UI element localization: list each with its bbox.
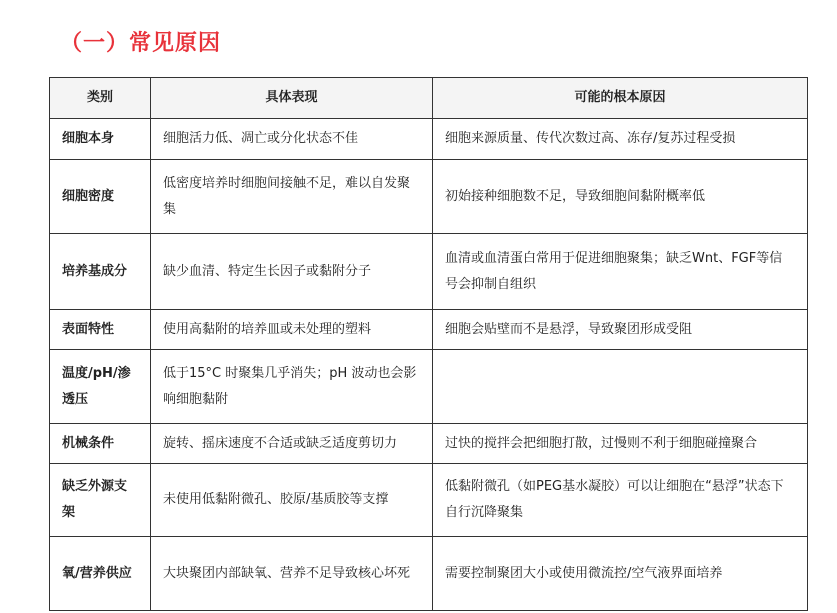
causes-table <box>49 77 808 611</box>
row-symptom: 低密度培养时细胞间接触不足，难以自发聚集 <box>151 160 433 234</box>
row-category: 缺乏外源支架 <box>50 464 151 537</box>
row-category: 氧/营养供应 <box>50 537 151 611</box>
row-category: 培养基成分 <box>50 234 151 310</box>
row-cause: 初始接种细胞数不足，导致细胞间黏附概率低 <box>433 160 808 234</box>
row-symptom: 低于15°C 时聚集几乎消失；pH 波动也会影响细胞黏附 <box>151 350 433 424</box>
row-cause: 需要控制聚团大小或使用微流控/空气液界面培养 <box>433 537 808 611</box>
row-category: 细胞本身 <box>50 119 151 160</box>
table-row <box>50 310 808 350</box>
row-symptom: 使用高黏附的培养皿或未处理的塑料 <box>151 310 433 350</box>
table-row <box>50 160 808 234</box>
section-heading: （一）常见原因 <box>60 31 222 56</box>
table-row <box>50 464 808 537</box>
row-cause <box>433 350 808 424</box>
row-cause: 细胞来源质量、传代次数过高、冻存/复苏过程受损 <box>433 119 808 160</box>
header-symptom: 具体表现 <box>151 78 433 119</box>
row-symptom: 大块聚团内部缺氧、营养不足导致核心坏死 <box>151 537 433 611</box>
row-cause: 过快的搅拌会把细胞打散，过慢则不利于细胞碰撞聚合 <box>433 424 808 464</box>
table-row <box>50 537 808 611</box>
row-category: 机械条件 <box>50 424 151 464</box>
table-row <box>50 350 808 424</box>
row-cause: 细胞会贴壁而不是悬浮，导致聚团形成受阻 <box>433 310 808 350</box>
header-cause: 可能的根本原因 <box>433 78 808 119</box>
row-symptom: 旋转、摇床速度不合适或缺乏适度剪切力 <box>151 424 433 464</box>
row-symptom: 未使用低黏附微孔、胶原/基质胶等支撑 <box>151 464 433 537</box>
table-header-row <box>50 78 808 119</box>
header-category: 类别 <box>50 78 151 119</box>
row-category: 表面特性 <box>50 310 151 350</box>
table-row <box>50 119 808 160</box>
table-row <box>50 424 808 464</box>
row-category: 温度/pH/渗透压 <box>50 350 151 424</box>
row-symptom: 缺少血清、特定生长因子或黏附分子 <box>151 234 433 310</box>
row-category: 细胞密度 <box>50 160 151 234</box>
table-row <box>50 234 808 310</box>
row-cause: 低黏附微孔（如PEG基水凝胶）可以让细胞在“悬浮”状态下自行沉降聚集 <box>433 464 808 537</box>
row-cause: 血清或血清蛋白常用于促进细胞聚集；缺乏Wnt、FGF等信号会抑制自组织 <box>433 234 808 310</box>
row-symptom: 细胞活力低、凋亡或分化状态不佳 <box>151 119 433 160</box>
